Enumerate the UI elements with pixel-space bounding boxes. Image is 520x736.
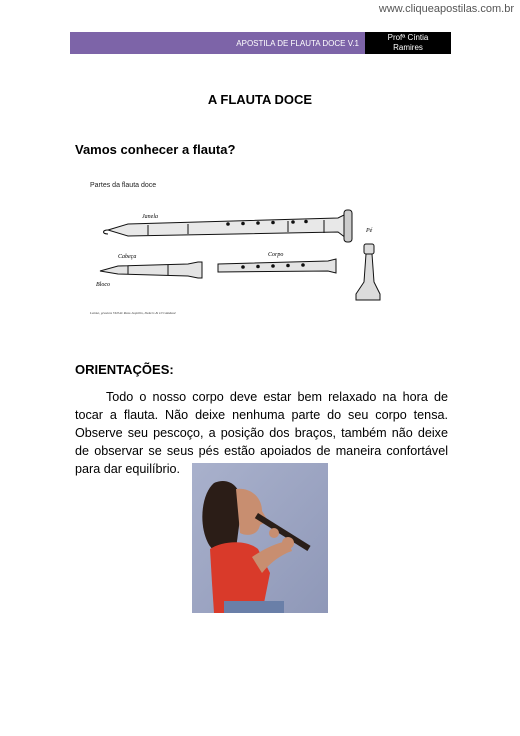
foot-piece-drawing — [356, 244, 380, 300]
header-author — [365, 32, 451, 54]
whole-flute-drawing — [104, 210, 353, 242]
figure-caption: Partes da flauta doce — [90, 182, 157, 189]
site-url: www.cliqueapostilas.com.br — [378, 3, 514, 15]
page-subtitle: Vamos conhecer a flauta? — [75, 142, 236, 157]
head-piece-drawing — [100, 262, 202, 278]
body-piece-drawing — [218, 259, 336, 273]
label-janela: Janela — [142, 214, 158, 220]
figure-source-note: Lemke, gravura VIII de Ross-Jeqnilin, Dekers & 10 Gândaur — [90, 311, 176, 315]
label-cabeca: Cabeça — [118, 254, 137, 260]
header-doc-title: APOSTILA DE FLAUTA DOCE V.1 — [70, 32, 365, 54]
author-line-2: Ramires — [393, 43, 423, 52]
header-bar — [70, 32, 451, 54]
flute-parts-figure — [88, 178, 388, 318]
author-line-1: Profª Cíntia — [387, 33, 429, 42]
label-bloco: Bloco — [96, 282, 110, 288]
page-title: A FLAUTA DOCE — [207, 92, 313, 107]
label-pe: Pé — [366, 228, 373, 234]
label-corpo: Corpo — [268, 252, 284, 258]
section-heading: ORIENTAÇÕES: — [75, 362, 174, 377]
orientations-paragraph: Todo o nosso corpo deve estar bem relaxado na hora de tocar a flauta. Não deixe nenhuma parte do seu corpo tensa. Observe seu pescoço, a posição dos braços, também não deixe de observar se seus pés estão apoiados de maneira confortável para dar equilíbrio. — [75, 390, 448, 476]
girl-playing-flute-photo — [192, 463, 328, 613]
